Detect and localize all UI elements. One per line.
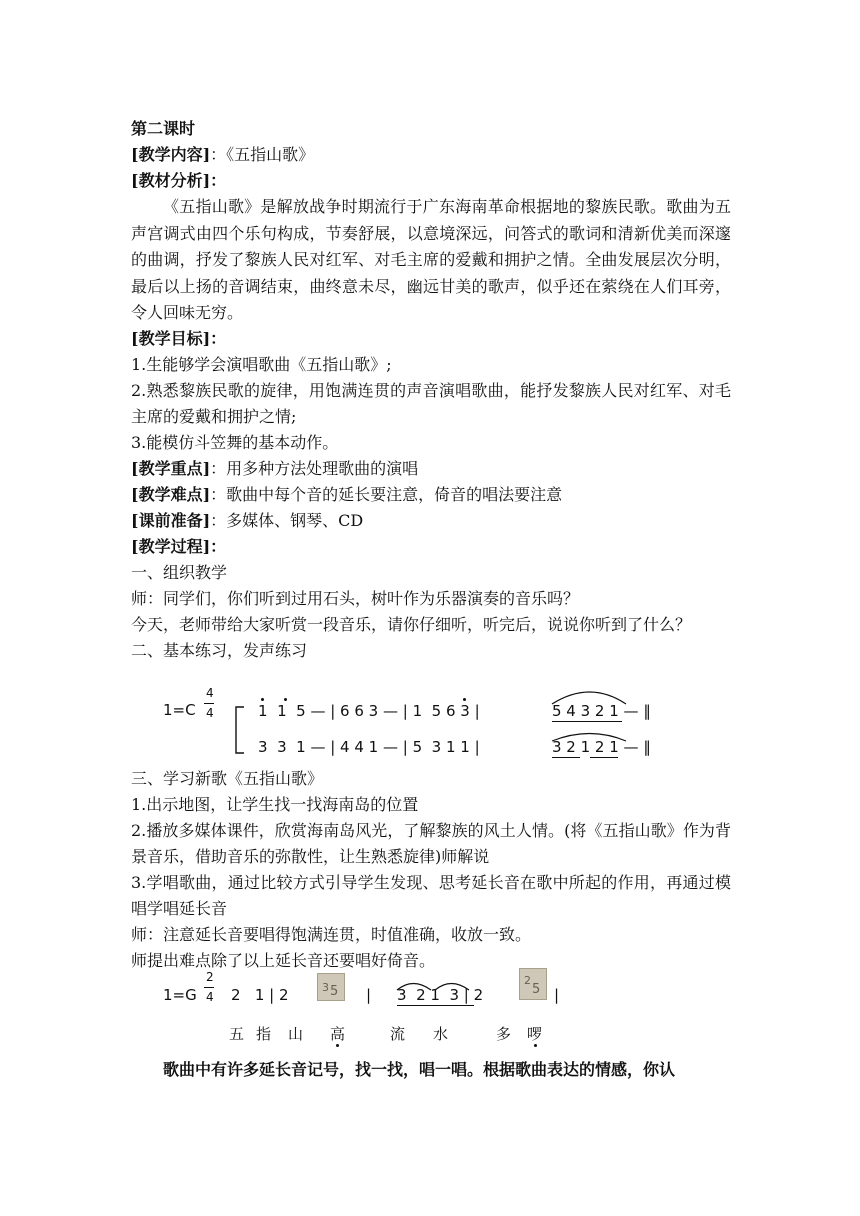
prep-line	[131, 508, 363, 534]
content-line	[131, 142, 314, 168]
brace-icon	[230, 705, 246, 755]
svg-text:2: 2	[524, 974, 531, 987]
lyric-word: 多	[496, 1025, 512, 1043]
analysis-label: [教材分析]	[131, 171, 211, 190]
lyric-word: 高	[330, 1025, 346, 1043]
key-signature-2: 1=G	[163, 986, 197, 1004]
underline	[552, 757, 580, 758]
step-1: 1.出示地图，让学生找一找海南岛的位置	[131, 795, 419, 814]
time-sig-bar-1	[204, 703, 214, 704]
svg-text:3: 3	[322, 981, 329, 994]
notation-row-1: 1 1 5 — | 6 6 3 — | 1 5 6 3 |	[258, 702, 480, 720]
teacher-line-2: 师：注意延长音要唱得饱满连贯，时值准确，收放一致。	[131, 925, 532, 944]
slur-icon	[395, 979, 475, 991]
goal-item-2: 2.熟悉黎族民歌的旋律，用饱满连贯的声音演唱歌曲，能抒发黎族人民对红军、对毛主席的爱戴和拥护之情;	[131, 381, 731, 426]
time-sig-bottom-1: 4	[206, 706, 214, 720]
goal-item-1: 1.生能够学会演唱歌曲《五指山歌》;	[131, 355, 392, 374]
lyric-word: 五	[229, 1025, 245, 1043]
analysis-heading	[131, 168, 226, 194]
content-value: ：《五指山歌》	[210, 145, 315, 164]
notation2-part3: 3 2 1 3 | 2	[397, 986, 484, 1004]
notation2-part1: 2 1 | 2	[231, 986, 289, 1004]
notation-row-1-tail: 5 4 3 2 1 — ‖	[552, 702, 651, 720]
slur-icon	[550, 730, 630, 742]
lyric-word: 流	[390, 1025, 406, 1043]
notation2-bar2: |	[366, 986, 372, 1004]
prep-label: [课前准备]	[131, 511, 211, 530]
goals-heading	[131, 326, 226, 352]
underline	[436, 1005, 474, 1006]
section-1: 一、组织教学	[131, 563, 228, 582]
underline	[552, 721, 622, 722]
section-3: 三、学习新歌《五指山歌》	[131, 769, 324, 788]
high-dot	[261, 698, 264, 701]
lyric-word: 水	[433, 1025, 449, 1043]
notation-row-2-tail: 3 2 1 2 1 — ‖	[552, 738, 651, 756]
time-sig-bar-2	[204, 987, 214, 988]
high-dot	[284, 698, 287, 701]
notation-row-2: 3 3 1 — | 4 4 1 — | 5 3 1 1 |	[258, 738, 480, 756]
difficulty-label: [教学难点]	[131, 485, 211, 504]
underline	[590, 757, 618, 758]
grace-note-image-icon	[317, 973, 345, 1001]
lesson-title: 第二课时	[131, 119, 196, 138]
key-signature-1: 1=C	[163, 701, 196, 719]
grace-note-image-icon	[519, 968, 547, 1000]
analysis-colon: ：	[210, 171, 227, 190]
svg-text:5: 5	[330, 984, 339, 999]
teacher-line-1: 师：同学们，你们听到过用石头，树叶作为乐器演奏的音乐吗？	[131, 589, 580, 608]
lyric-word: 山	[288, 1025, 304, 1043]
goals-label: [教学目标]	[131, 329, 211, 348]
focus-label: [教学重点]	[131, 459, 211, 478]
focus-line	[131, 456, 418, 482]
grace-note-glyph-icon	[520, 969, 546, 999]
process-heading	[131, 534, 226, 560]
analysis-paragraph: 《五指山歌》是解放战争时期流行于广东海南革命根据地的黎族民歌。歌曲为五声宫调式由四个乐句构成，节奏舒展，以意境深远，问答式的歌词和清新优美而深邃的曲调，抒发了黎族人民对红军、对毛主席的爱戴和拥护之情。全曲发展层次分明，最后以上扬的音调结束，曲终意未尽，幽远甘美的歌声，似乎还在萦绕在人们耳旁，令人回味无穷。	[131, 197, 731, 322]
svg-text:5: 5	[532, 982, 541, 997]
today-line: 今天，老师带给大家听赏一段音乐，请你仔细听，听完后，说说你听到了什么？	[131, 615, 692, 634]
goal-item-3: 3.能模仿斗笠舞的基本动作。	[131, 433, 339, 452]
notation2-bar4: |	[554, 986, 560, 1004]
prep-value: ：多媒体、钢琴、CD	[210, 511, 364, 530]
section-2: 二、基本练习，发声练习	[131, 641, 308, 660]
high-dot	[463, 698, 466, 701]
low-dot	[336, 1044, 339, 1047]
process-colon: ：	[210, 537, 227, 556]
content-label: [教学内容]	[131, 145, 211, 164]
difficulty-value: ：歌曲中每个音的延长要注意，倚音的唱法要注意	[210, 485, 563, 504]
step-3: 3.学唱歌曲，通过比较方式引导学生发现、思考延长音在歌中所起的作用，再通过模唱学唱延长音	[131, 873, 731, 918]
difficulty-line	[131, 482, 562, 508]
grace-note-glyph-icon	[318, 974, 344, 1000]
time-sig-top-1: 4	[206, 686, 214, 700]
slur-icon	[550, 686, 630, 706]
teacher-line-3: 师提出难点除了以上延长音还要唱好倚音。	[131, 951, 436, 970]
focus-value: ：用多种方法处理歌曲的演唱	[210, 459, 419, 478]
process-label: [教学过程]	[131, 537, 211, 556]
goals-colon: ：	[210, 329, 227, 348]
time-sig-top-2: 2	[206, 970, 214, 984]
time-sig-bottom-2: 4	[206, 990, 214, 1004]
low-dot	[534, 1044, 537, 1047]
lyric-word: 指	[256, 1025, 272, 1043]
closing-line: 歌曲中有许多延长音记号，找一找，唱一唱。根据歌曲表达的情感，你认	[163, 1060, 676, 1079]
step-2: 2.播放多媒体课件，欣赏海南岛风光，了解黎族的风土人情。(将《五指山歌》作为背景音乐，借助音乐的弥散性，让生熟悉旋律)师解说	[131, 821, 731, 866]
lyric-word: 啰	[527, 1025, 543, 1043]
